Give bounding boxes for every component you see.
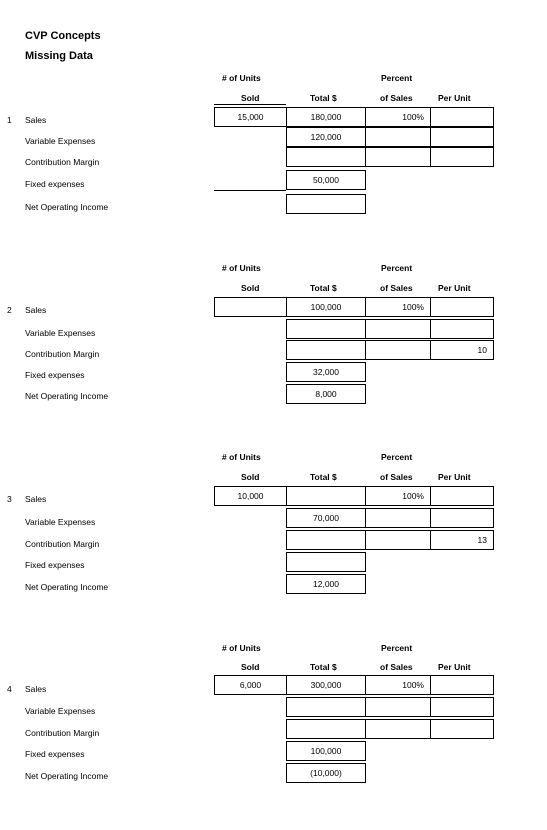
cm-per-unit-cell[interactable]: 10 — [430, 340, 494, 360]
percent-header: Percent — [381, 263, 413, 273]
problem-2 — [0, 260, 547, 450]
cm-per-unit-cell[interactable] — [430, 147, 494, 167]
per-unit-header: Per Unit — [438, 472, 471, 482]
percent-header: Percent — [381, 73, 413, 83]
sales-per-unit-cell[interactable] — [430, 675, 494, 695]
net-operating-income-label: Net Operating Income — [25, 391, 109, 401]
net-operating-income-label: Net Operating Income — [25, 582, 109, 592]
problem-number: 4 — [7, 684, 12, 694]
net-operating-income-label: Net Operating Income — [25, 771, 109, 781]
sales-total-cell[interactable]: 300,000 — [286, 675, 366, 695]
cm-per-unit-cell[interactable]: 13 — [430, 530, 494, 550]
of-sales-header: of Sales — [380, 283, 413, 293]
variable-expenses-label: Variable Expenses — [25, 136, 96, 146]
contribution-margin-label: Contribution Margin — [25, 539, 100, 549]
sales-per-unit-cell[interactable] — [430, 486, 494, 506]
total-header: Total $ — [310, 283, 337, 293]
sales-label: Sales — [25, 115, 47, 125]
sales-total-cell[interactable] — [286, 486, 366, 506]
contribution-margin-label: Contribution Margin — [25, 349, 100, 359]
sold-header: Sold — [241, 93, 260, 103]
units-sold-cell[interactable]: 6,000 — [214, 675, 287, 695]
sales-per-unit-cell[interactable] — [430, 107, 494, 127]
cm-percent-cell[interactable] — [365, 530, 431, 550]
cm-per-unit-cell[interactable] — [430, 719, 494, 739]
problem-number: 3 — [7, 494, 12, 504]
variable-expenses-label: Variable Expenses — [25, 328, 96, 338]
units-header: # of Units — [222, 452, 261, 462]
variable-total-cell[interactable] — [286, 319, 366, 339]
sales-total-cell[interactable]: 180,000 — [286, 107, 366, 127]
fixed-total-cell[interactable]: 32,000 — [286, 362, 366, 382]
variable-total-cell[interactable] — [286, 697, 366, 717]
sold-header: Sold — [241, 662, 260, 672]
total-header: Total $ — [310, 662, 337, 672]
units-sold-cell[interactable]: 10,000 — [214, 486, 287, 506]
sold-header: Sold — [241, 472, 260, 482]
variable-total-cell[interactable]: 70,000 — [286, 508, 366, 528]
noi-total-cell[interactable]: 8,000 — [286, 384, 366, 404]
problem-number: 1 — [7, 115, 12, 125]
fixed-total-cell[interactable]: 100,000 — [286, 741, 366, 761]
problem-4 — [0, 640, 547, 830]
cm-total-cell[interactable] — [286, 719, 366, 739]
net-operating-income-label: Net Operating Income — [25, 202, 109, 212]
total-header: Total $ — [310, 93, 337, 103]
sales-percent-cell[interactable]: 100% — [365, 486, 431, 506]
fixed-expenses-label: Fixed expenses — [25, 179, 85, 189]
sales-total-cell[interactable]: 100,000 — [286, 297, 366, 317]
sales-percent-cell[interactable]: 100% — [365, 675, 431, 695]
sales-percent-cell[interactable]: 100% — [365, 297, 431, 317]
variable-expenses-label: Variable Expenses — [25, 517, 96, 527]
sales-label: Sales — [25, 494, 47, 504]
fixed-total-cell[interactable]: 50,000 — [286, 170, 366, 190]
per-unit-header: Per Unit — [438, 283, 471, 293]
fixed-underline — [214, 190, 286, 191]
units-sold-cell[interactable] — [214, 297, 287, 317]
problem-number: 2 — [7, 305, 12, 315]
variable-total-cell[interactable]: 120,000 — [286, 127, 366, 147]
sales-per-unit-cell[interactable] — [430, 297, 494, 317]
problem-3 — [0, 449, 547, 639]
cm-total-cell[interactable] — [286, 530, 366, 550]
fixed-expenses-label: Fixed expenses — [25, 370, 85, 380]
variable-percent-cell[interactable] — [365, 697, 431, 717]
fixed-expenses-label: Fixed expenses — [25, 560, 85, 570]
cm-percent-cell[interactable] — [365, 719, 431, 739]
sales-percent-cell[interactable]: 100% — [365, 107, 431, 127]
total-header: Total $ — [310, 472, 337, 482]
units-header: # of Units — [222, 643, 261, 653]
variable-percent-cell[interactable] — [365, 127, 431, 147]
problem-1 — [0, 70, 547, 260]
units-header: # of Units — [222, 73, 261, 83]
page-subtitle: Missing Data — [25, 50, 93, 62]
cm-total-cell[interactable] — [286, 147, 366, 167]
sales-label: Sales — [25, 684, 47, 694]
noi-total-cell[interactable] — [286, 194, 366, 214]
percent-header: Percent — [381, 643, 413, 653]
units-sold-cell[interactable]: 15,000 — [214, 107, 287, 127]
sales-label: Sales — [25, 305, 47, 315]
cm-total-cell[interactable] — [286, 340, 366, 360]
fixed-total-cell[interactable] — [286, 552, 366, 572]
variable-percent-cell[interactable] — [365, 319, 431, 339]
variable-percent-cell[interactable] — [365, 508, 431, 528]
variable-per-unit-cell[interactable] — [430, 127, 494, 147]
per-unit-header: Per Unit — [438, 93, 471, 103]
noi-total-cell[interactable]: (10,000) — [286, 763, 366, 783]
header-underline — [214, 104, 286, 105]
of-sales-header: of Sales — [380, 662, 413, 672]
fixed-expenses-label: Fixed expenses — [25, 749, 85, 759]
per-unit-header: Per Unit — [438, 662, 471, 672]
of-sales-header: of Sales — [380, 472, 413, 482]
cm-percent-cell[interactable] — [365, 147, 431, 167]
variable-expenses-label: Variable Expenses — [25, 706, 96, 716]
units-header: # of Units — [222, 263, 261, 273]
cm-percent-cell[interactable] — [365, 340, 431, 360]
page-title: CVP Concepts — [25, 30, 101, 42]
variable-per-unit-cell[interactable] — [430, 319, 494, 339]
percent-header: Percent — [381, 452, 413, 462]
contribution-margin-label: Contribution Margin — [25, 728, 100, 738]
sold-header: Sold — [241, 283, 260, 293]
contribution-margin-label: Contribution Margin — [25, 157, 100, 167]
noi-total-cell[interactable]: 12,000 — [286, 574, 366, 594]
variable-per-unit-cell[interactable] — [430, 508, 494, 528]
variable-per-unit-cell[interactable] — [430, 697, 494, 717]
of-sales-header: of Sales — [380, 93, 413, 103]
